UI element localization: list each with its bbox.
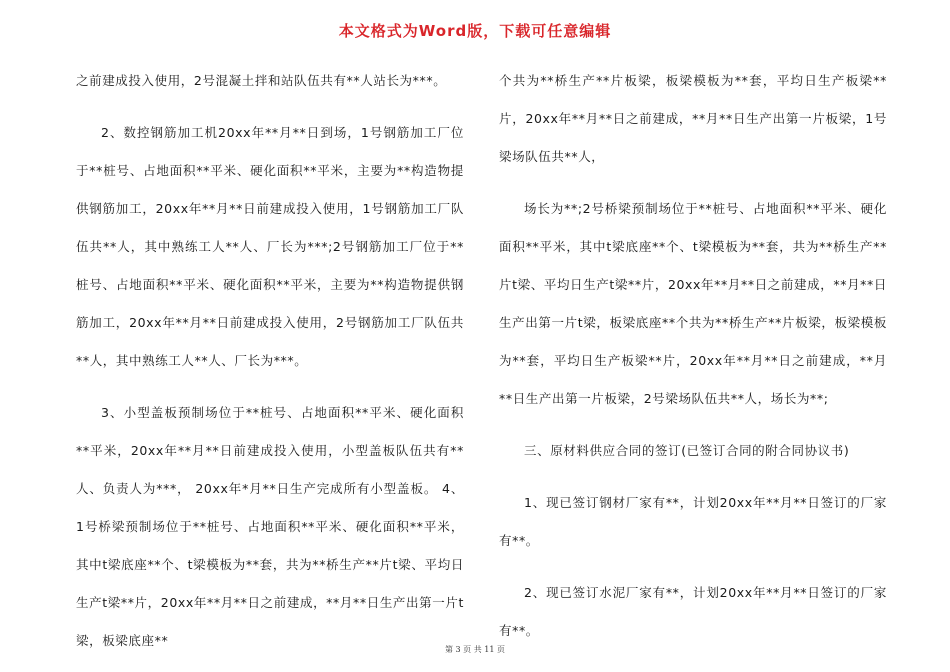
right-column xyxy=(499,62,887,650)
section-heading: 三、原材料供应合同的签订(已签订合同的附合同协议书) xyxy=(524,443,850,458)
right-paragraph-4: 1、现已签订钢材厂家有**，计划20xx年**月**日签订的厂家有**。 xyxy=(499,495,887,548)
left-paragraph-1: 之前建成投入使用，2号混凝土拌和站队伍共有**人站长为***。 xyxy=(76,73,447,88)
left-paragraph-2: 2、数控钢筋加工机20xx年**月**日到场，1号钢筋加工厂位于**桩号、占地面积**平米、硬化面积**平米，主要为**构造物提供钢筋加工，20xx年**月**日前建成投入使用，1号钢筋加工厂队伍共**人，其中熟练工人**人、厂长为***;2号钢筋加工厂位于**桩号、占地面积**平米、硬化面积**平米，主要为**构造物提供钢筋加工，20xx年**月**日前建成投入使用，2号钢筋加工厂队伍共**人，其中熟练工人**人、厂长为***。 xyxy=(76,125,464,368)
download-banner: 本文格式为Word版，下载可任意编辑 xyxy=(338,22,612,40)
right-paragraph-5: 2、现已签订水泥厂家有**，计划20xx年**月**日签订的厂家有**。 xyxy=(499,585,887,638)
left-column xyxy=(76,62,464,660)
right-paragraph-2: 场长为**;2号桥梁预制场位于**桩号、占地面积**平米、硬化面积**平米，其中t梁底座**个、t梁模板为**套，共为**桥生产**片t梁、平均日生产t梁**片，20xx年**月**日之前建成，**月**日生产出第一片t梁，板梁底座**个共为**桥生产**片板梁，板梁模板为**套，平均日生产板梁**片，20xx年**月**日之前建成，**月**日生产出第一片板梁，2号梁场队伍共**人，场长为**; xyxy=(499,201,887,406)
left-paragraph-3: 3、小型盖板预制场位于**桩号、占地面积**平米、硬化面积**平米，20xx年**月**日前建成投入使用，小型盖板队伍共有**人、负责人为***， 20xx年*月**日生产完成所有小型盖板。 4、1号桥梁预制场位于**桩号、占地面积**平米、硬化面积**平米，其中t梁底座**个、t梁模板为**套，共为**桥生产**片t梁、平均日生产t梁**片，20xx年**月**日之前建成，**月**日生产出第一片t梁，板梁底座** xyxy=(76,405,464,648)
page-number: 第 3 页 共 11 页 xyxy=(445,645,505,654)
right-paragraph-1: 个共为**桥生产**片板梁，板梁模板为**套，平均日生产板梁**片，20xx年**月**日之前建成，**月**日生产出第一片板梁，1号梁场队伍共**人， xyxy=(499,73,887,164)
